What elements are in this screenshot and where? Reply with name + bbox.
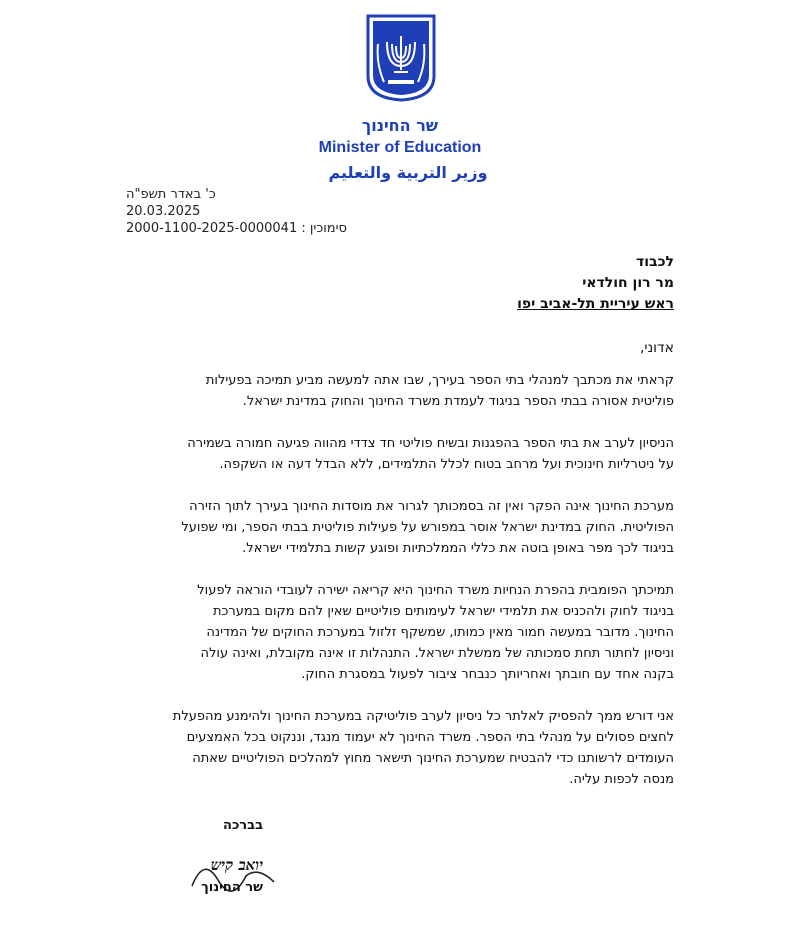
paragraph-line: העומדים לרשותנו כדי להבטיח שמערכת החינוך תישאר מחוץ למהלכים הפוליטיים שאתה <box>192 751 674 766</box>
hebrew-date: כ' באדר תשפ"ה <box>126 187 216 202</box>
letterhead-title-english: Minister of Education <box>318 139 482 156</box>
paragraph-3 <box>114 496 674 559</box>
letterhead-title-hebrew: שר החינוך <box>361 116 438 135</box>
closing: בברכה <box>223 818 263 833</box>
paragraph-5 <box>114 706 674 790</box>
paragraph-line: מנסה לכפות עליה. <box>569 772 674 787</box>
recipient-title: ראש עיריית תל-אביב יפו <box>517 296 674 312</box>
paragraph-line: על ניטרליות חינוכית ועל מרחב בטוח לכלל התלמידים, ללא הבדל דעה או השקפה. <box>219 457 674 472</box>
paragraph-line: בניגוד לכך מפר באופן בוטה את כללי הממלכתיות ופוגע קשות בתלמידי ישראל. <box>242 541 674 556</box>
paragraph-line: לחצים פסולים על מנהלי בתי הספר. משרד החינוך לא יעמוד מנגד, וננקוט בכל האמצעים <box>186 730 674 745</box>
paragraph-line: מערכת החינוך אינה הפקר ואין זה בסמכותך לגרור את מוסדות החינוך בעירך לתוך הזירה <box>189 499 674 514</box>
paragraph-line: בניגוד לחוק ולהכניס את תלמידי ישראל לעימותים פוליטיים שאין להם מקום במערכת <box>212 604 674 619</box>
paragraph-line: בקנה אחד עם חובתך ואחריותך כנבחר ציבור לפעול במסגרת החוק. <box>301 667 674 682</box>
paragraph-line: תמיכתך הפומבית בהפרת הנחיות משרד החינוך היא קריאה ישירה לעובדי הוראה לפעול <box>197 583 674 598</box>
signature-title: שר החינוך <box>201 880 263 895</box>
paragraph-line: פוליטית אסורה בבתי הספר בניגוד לעמדת משרד החינוך והחוק במדינת ישראל. <box>242 394 674 409</box>
paragraph-line: הפוליטית. החוק במדינת ישראל אוסר במפורש על פעילות פוליטית בבתי הספר, ומי שפועל <box>181 520 674 535</box>
paragraph-2 <box>114 433 674 475</box>
recipient-salutation: לכבוד <box>636 254 674 270</box>
letterhead-title-arabic: وزير التربية والتعليم <box>328 163 488 182</box>
signature-name: יואב קיש <box>210 856 263 874</box>
greeting: אדוני, <box>639 340 674 356</box>
menorah-emblem-icon <box>366 14 436 102</box>
reference-number: סימוכין : 2000-1100-2025-0000041 <box>126 221 347 236</box>
recipient-name: מר רון חולדאי <box>582 275 674 291</box>
paragraph-line: החינוך. מדובר במעשה חמור מאין כמותו, שמשקף זלזול במערכת החוקים של המדינה <box>206 625 674 640</box>
paragraph-line: קראתי את מכתבך למנהלי בתי הספר בעירך, שבו אתה למעשה מביע תמיכה בפעילות <box>205 373 674 388</box>
paragraph-4 <box>114 580 674 685</box>
paragraph-1 <box>114 370 674 412</box>
paragraph-line: הניסיון לערב את בתי הספר בהפגנות ובשיח פוליטי חד צדדי מהווה פגיעה חמורה בשמירה <box>187 436 674 451</box>
paragraph-line: אני דורש ממך להפסיק לאלתר כל ניסיון לערב פוליטיקה במערכת החינוך ולהימנע מהפעלת <box>172 709 674 724</box>
paragraph-line: וניסיון לחתור תחת סמכותה של ממשלת ישראל. התנהלות זו אינה מקובלת, ואינה עולה <box>200 646 674 661</box>
date: 20.03.2025 <box>126 204 201 219</box>
